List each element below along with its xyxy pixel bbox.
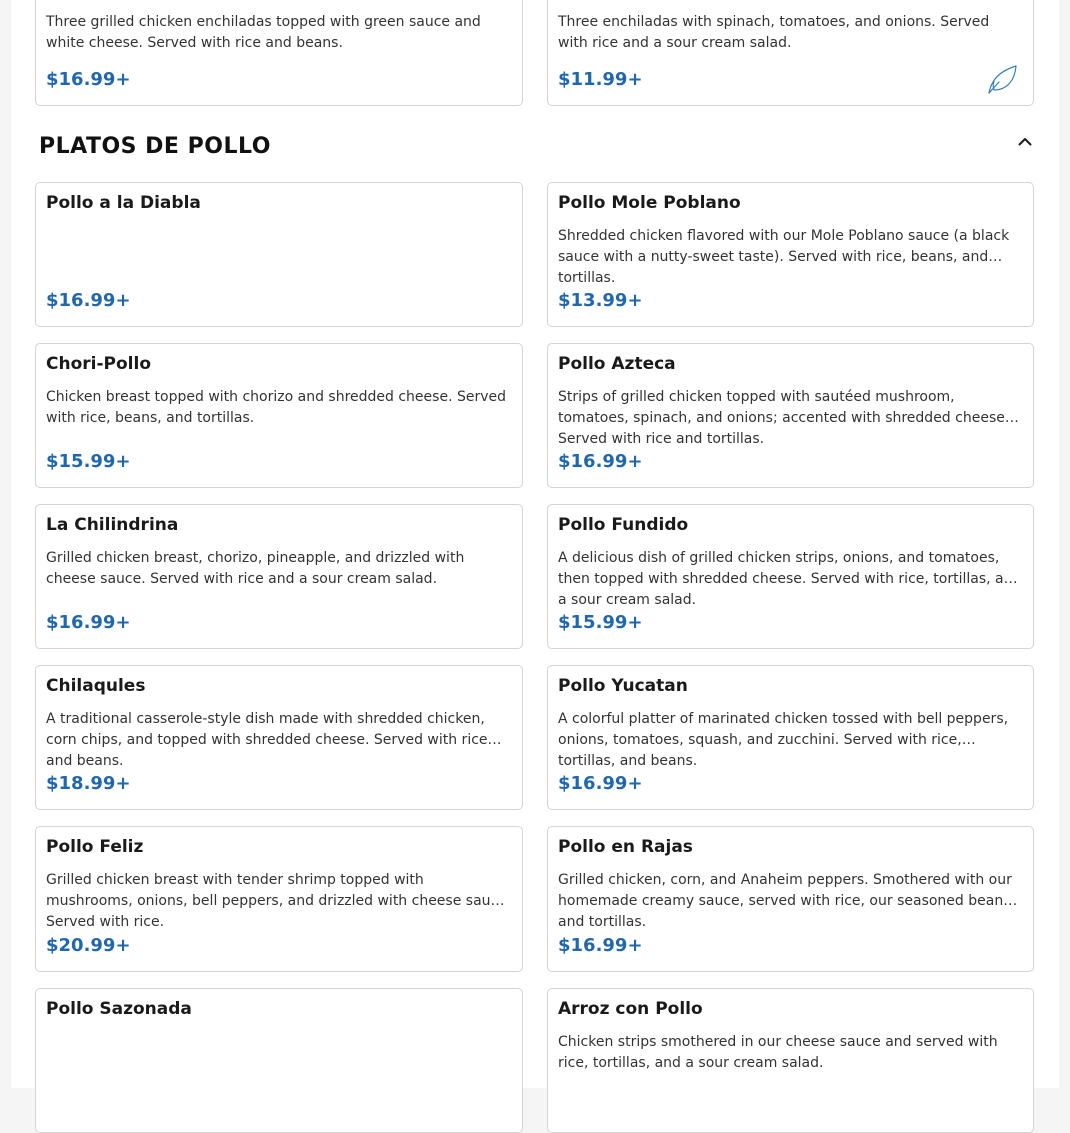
menu-item-card[interactable] — [547, 826, 1034, 972]
menu-item-description: A delicious dish of grilled chicken strips, onions, and tomatoes, then topped with shredded cheese. Served with rice, tortillas, and a sour cream salad. — [558, 550, 1022, 608]
menu-item-card[interactable] — [35, 826, 523, 972]
menu-item-card[interactable] — [35, 665, 523, 810]
menu-item-description: Chicken breast topped with chorizo and shredded cheese. Served with rice, beans, and tortillas. — [46, 389, 507, 426]
menu-item-name: Pollo Sazonada — [46, 999, 192, 1019]
menu-item-price: $15.99+ — [46, 451, 131, 472]
menu-item-description: Shredded chicken flavored with our Mole Poblano sauce (a black sauce with a nutty-sweet taste). Served with rice, beans, and tortillas. — [558, 228, 1010, 286]
menu-item-card[interactable] — [547, 182, 1034, 327]
menu-item-name: Pollo Yucatan — [558, 676, 688, 696]
menu-item-name: Chori-Pollo — [46, 354, 151, 374]
menu-item-price: $16.99+ — [558, 773, 643, 794]
chevron-up-icon — [1018, 137, 1032, 146]
menu-item-name: La Chilindrina — [46, 515, 179, 535]
menu-item-description: A traditional casserole-style dish made with shredded chicken, corn chips, and topped with shredded cheese. Served with rice and beans. — [46, 711, 488, 769]
menu-item-name: Pollo Fundido — [558, 515, 689, 535]
menu-item-name: Pollo a la Diabla — [46, 193, 201, 213]
menu-item-description: Three grilled chicken enchiladas topped with green sauce and white cheese. Served with rice and beans. — [46, 14, 481, 51]
menu-item-card[interactable] — [35, 0, 523, 106]
menu-item-price: $15.99+ — [558, 612, 643, 633]
menu-item-description: Three enchiladas with spinach, tomatoes, and onions. Served with rice and a sour cream salad. — [558, 14, 990, 51]
menu-item-price: $16.99+ — [558, 451, 643, 472]
menu-item-name: Pollo Mole Poblano — [558, 193, 741, 213]
menu-item-name: Pollo en Rajas — [558, 837, 693, 857]
menu-item-name: Chilaqules — [46, 676, 146, 696]
menu-item-card[interactable] — [547, 504, 1034, 649]
menu-item-description: Strips of grilled chicken topped with sautéed mushroom, tomatoes, spinach, and onions; accented with shredded cheese. Served with rice and tortillas. — [558, 389, 1010, 447]
leaf-icon — [985, 62, 1019, 96]
menu-item-card[interactable] — [547, 343, 1034, 488]
menu-item-card[interactable] — [35, 343, 523, 488]
menu-page — [11, 0, 1059, 1088]
menu-item-card[interactable] — [547, 0, 1034, 106]
menu-item-price: $13.99+ — [558, 290, 643, 311]
menu-item-description: Grilled chicken breast, chorizo, pineapple, and drizzled with cheese sauce. Served with rice and a sour cream salad. — [46, 550, 465, 587]
menu-item-price: $11.99+ — [558, 69, 643, 90]
menu-item-price: $16.99+ — [46, 69, 131, 90]
menu-item-card[interactable] — [35, 504, 523, 649]
menu-item-name: Pollo Azteca — [558, 354, 676, 374]
section-title: PLATOS DE POLLO — [39, 134, 271, 159]
menu-item-description: A colorful platter of marinated chicken tossed with bell peppers, onions, tomatoes, squash, and zucchini. Served with rice, tortillas, and beans. — [558, 711, 1009, 769]
menu-item-price: $16.99+ — [558, 935, 643, 956]
menu-item-card[interactable] — [547, 665, 1034, 810]
menu-item-price: $16.99+ — [46, 612, 131, 633]
menu-item-card[interactable] — [35, 988, 523, 1133]
menu-item-price: $18.99+ — [46, 773, 131, 794]
menu-item-card[interactable] — [547, 988, 1034, 1133]
menu-item-price: $20.99+ — [46, 935, 131, 956]
menu-item-description: Grilled chicken breast with tender shrimp topped with mushrooms, onions, bell peppers, and drizzled with cheese sauce. Served with rice. — [46, 872, 512, 930]
collapse-section-button[interactable] — [1013, 130, 1037, 152]
menu-item-name: Arroz con Pollo — [558, 999, 703, 1019]
menu-item-name: Pollo Feliz — [46, 837, 144, 857]
menu-item-price: $16.99+ — [46, 290, 131, 311]
menu-item-description: Chicken strips smothered in our cheese sauce and served with rice, tortillas, and a sour cream salad. — [558, 1034, 998, 1071]
menu-item-description: Grilled chicken, corn, and Anaheim peppers. Smothered with our homemade creamy sauce, served with rice, our seasoned beans, and tortillas. — [558, 872, 1015, 930]
menu-item-card[interactable] — [35, 182, 523, 327]
